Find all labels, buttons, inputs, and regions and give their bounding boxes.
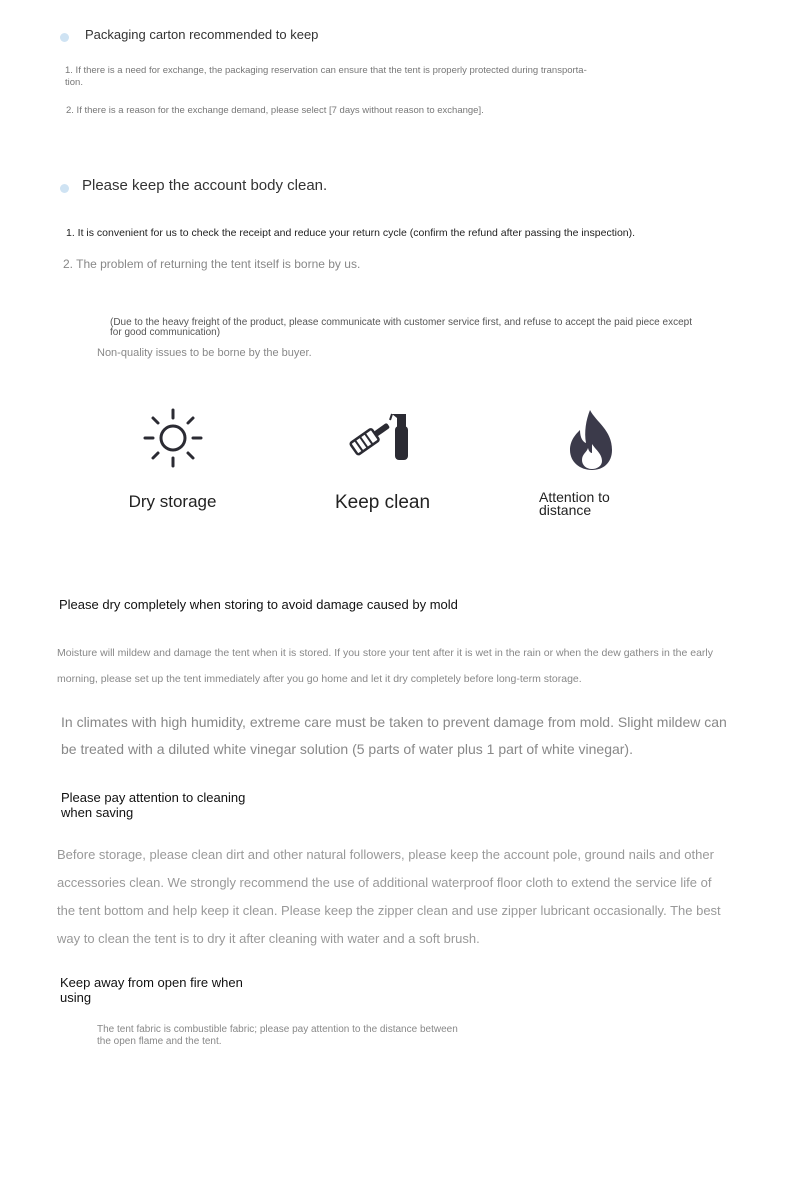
dry-title: Please dry completely when storing to avoid damage caused by mold <box>59 597 458 612</box>
packaging-item-2: 2. If there is a reason for the exchange demand, please select [7 days without reason to exchange]. <box>66 105 484 116</box>
dry-paragraph-2: In climates with high humidity, extreme care must be taken to prevent damage from mold. Slight mildew can be treated with a diluted white vinegar solution (5 parts of water plus 1 part of white vinegar). <box>61 714 727 757</box>
fire-title: Keep away from open fire when using <box>60 975 243 1005</box>
packaging-heading: Packaging carton recommended to keep <box>85 27 319 42</box>
flame-icon <box>566 408 618 472</box>
packaging-item-1: 1. If there is a need for exchange, the packaging reservation can ensure that the tent is properly protected during transporta- tion. <box>65 65 587 88</box>
icon-label-keep-clean: Keep clean <box>334 492 431 513</box>
icon-label-dry-storage: Dry storage <box>128 492 217 511</box>
fire-body: The tent fabric is combustible fabric; please pay attention to the distance between the open flame and the tent. <box>97 1024 458 1047</box>
cleaning-body: Before storage, please clean dirt and other natural followers, please keep the account pole, ground nails and other accessories clean. We strongly recommend the use of additional waterproof floor cloth to extend the service life of the tent bottom and help keep it clean. Please keep the zipper clean and use zipper lubricant occasionally. The best way to clean the tent is to dry it after cleaning with water and a soft brush. <box>57 847 721 946</box>
bullet-dot <box>60 33 69 42</box>
clean-heading: Please keep the account body clean. <box>82 177 328 194</box>
freight-note: (Due to the heavy freight of the product, please communicate with customer service first, and refuse to accept the paid piece except for good communication) <box>110 317 692 338</box>
clean-item-2: 2. The problem of returning the tent itself is borne by us. <box>63 257 361 271</box>
sun-icon <box>143 408 203 468</box>
cleaning-title: Please pay attention to cleaning when saving <box>61 790 246 820</box>
clean-item-1: 1. It is convenient for us to check the receipt and reduce your return cycle (confirm the refund after passing the inspection). <box>66 227 636 239</box>
dry-paragraph-1: Moisture will mildew and damage the tent when it is stored. If you store your tent after it is wet in the rain or when the dew gathers in the early morning, please set up the tent immediately after you go home and let it dry completely before long-term storage. <box>57 647 713 685</box>
brush-spray-icon <box>344 412 414 464</box>
icon-label-attention-distance: Attention to distance <box>539 489 610 518</box>
bullet-dot <box>60 184 69 193</box>
non-quality-note: Non-quality issues to be borne by the buyer. <box>97 347 312 359</box>
